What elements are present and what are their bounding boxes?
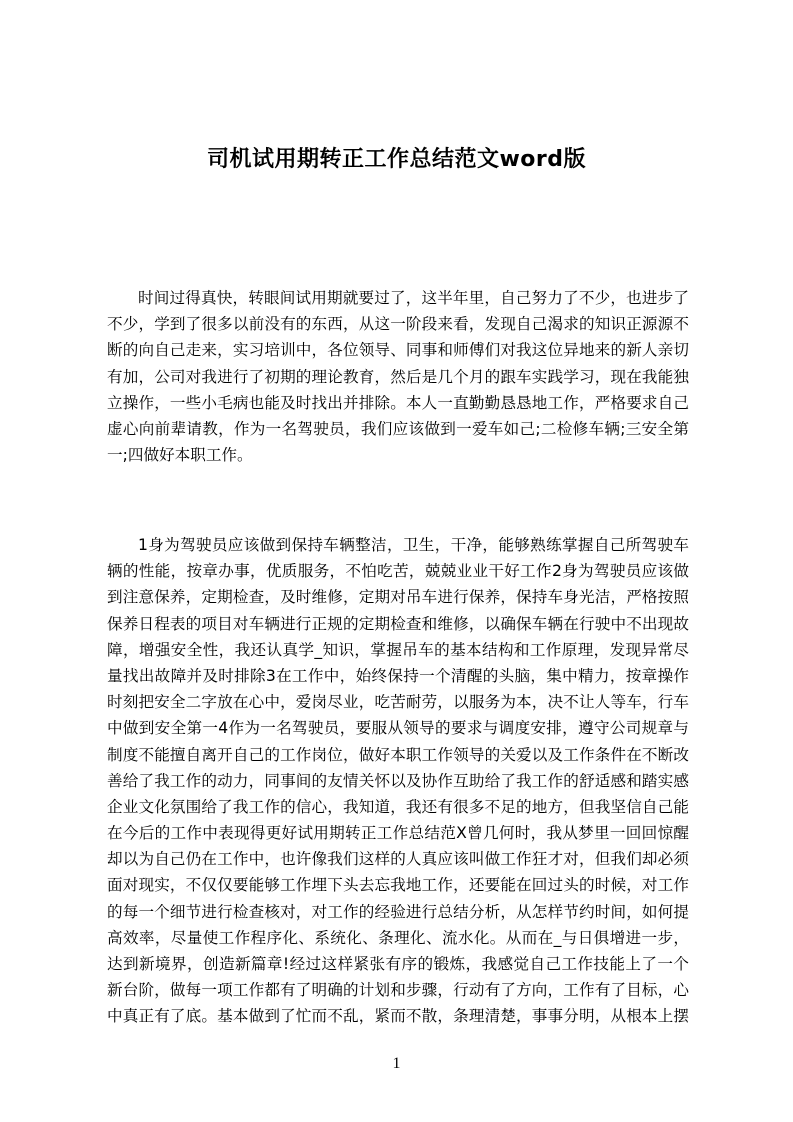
text-line: 制度不能擅自离开自己的工作岗位，做好本职工作领导的关爱以及工作条件在不断改 [107, 745, 689, 764]
text-line: 一;四做好本职工作。 [107, 446, 253, 465]
text-line: 障，增强安全性，我还认真学_知识，掌握吊车的基本结构和工作原理，发现异常尽 [107, 640, 689, 659]
text-line: 到注意保养，定期检查，及时维修，定期对吊车进行保养，保持车身光洁，严格按照 [107, 588, 689, 607]
text-line: 量找出故障并及时排除3在工作中，始终保持一个清醒的头脑，集中精力，按章操作 [107, 666, 689, 685]
page-number: 1 [392, 1055, 401, 1072]
text-line: 时间过得真快，转眼间试用期就要过了，这半年里，自己努力了不少，也进步了 [138, 289, 689, 307]
text-line: 的每一个细节进行检查核对，对工作的经验进行总结分析，从怎样节约时间，如何提 [107, 902, 689, 921]
text-line: 时刻把安全二字放在心中，爱岗尽业，吃苦耐劳，以服务为本，决不让人等车，行车 [107, 693, 689, 712]
text-line: 1身为驾驶员应该做到保持车辆整洁，卫生，干净，能够熟练掌握自己所驾驶车 [138, 536, 689, 554]
text-line: 新台阶，做每一项工作都有了明确的计划和步骤，行动有了方向，工作有了目标，心 [107, 981, 689, 1000]
text-line: 不少，学到了很多以前没有的东西，从这一阶段来看，发现自己渴求的知识正源源不 [107, 315, 689, 334]
paragraph-intro [107, 285, 689, 468]
text-line: 中真正有了底。基本做到了忙而不乱，紧而不散，条理清楚，事事分明，从根本上摆 [107, 1007, 689, 1026]
text-line: 面对现实，不仅仅要能够工作埋下头去忘我地工作，还要能在回过头的时候，对工作 [107, 876, 689, 895]
text-line: 却以为自己仍在工作中，也许像我们这样的人真应该叫做工作狂才对，但我们却必须 [107, 850, 689, 869]
document-title: 司机试用期转正工作总结范文word版 [206, 147, 587, 172]
text-line: 虚心向前辈请教，作为一名驾驶员，我们应该做到一爱车如己;二检修车辆;三安全第 [107, 419, 689, 438]
text-line: 保养日程表的项目对车辆进行正规的定期检查和维修，以确保车辆在行驶中不出现故 [107, 614, 689, 633]
text-line: 立操作，一些小毛病也能及时找出并排除。本人一直勤勤恳恳地工作，严格要求自己 [107, 393, 689, 412]
text-line: 有加，公司对我进行了初期的理论教育，然后是几个月的跟车实践学习，现在我能独 [107, 367, 689, 386]
text-line: 达到新境界，创造新篇章!经过这样紧张有序的锻炼，我感觉自己工作技能上了一个 [107, 955, 689, 973]
text-line: 在今后的工作中表现得更好试用期转正工作总结范X曾几何时，我从梦里一回回惊醒 [107, 824, 689, 843]
text-line: 善给了我工作的动力，同事间的友情关怀以及协作互助给了我工作的舒适感和踏实感 [107, 771, 689, 790]
text-line: 高效率，尽量使工作程序化、系统化、条理化、流水化。从而在_与日俱增进一步， [107, 928, 689, 947]
paragraph-duties [107, 532, 689, 1030]
text-line: 企业文化氛围给了我工作的信心，我知道，我还有很多不足的地方，但我坚信自己能 [107, 797, 689, 816]
text-line: 辆的性能，按章办事，优质服务，不怕吃苦，兢兢业业干好工作2身为驾驶员应该做 [107, 562, 689, 581]
text-line: 断的向自己走来，实习培训中，各位领导、同事和师傅们对我这位异地来的新人亲切 [107, 341, 689, 360]
text-line: 中做到安全第一4作为一名驾驶员，要服从领导的要求与调度安排，遵守公司规章与 [107, 719, 689, 738]
